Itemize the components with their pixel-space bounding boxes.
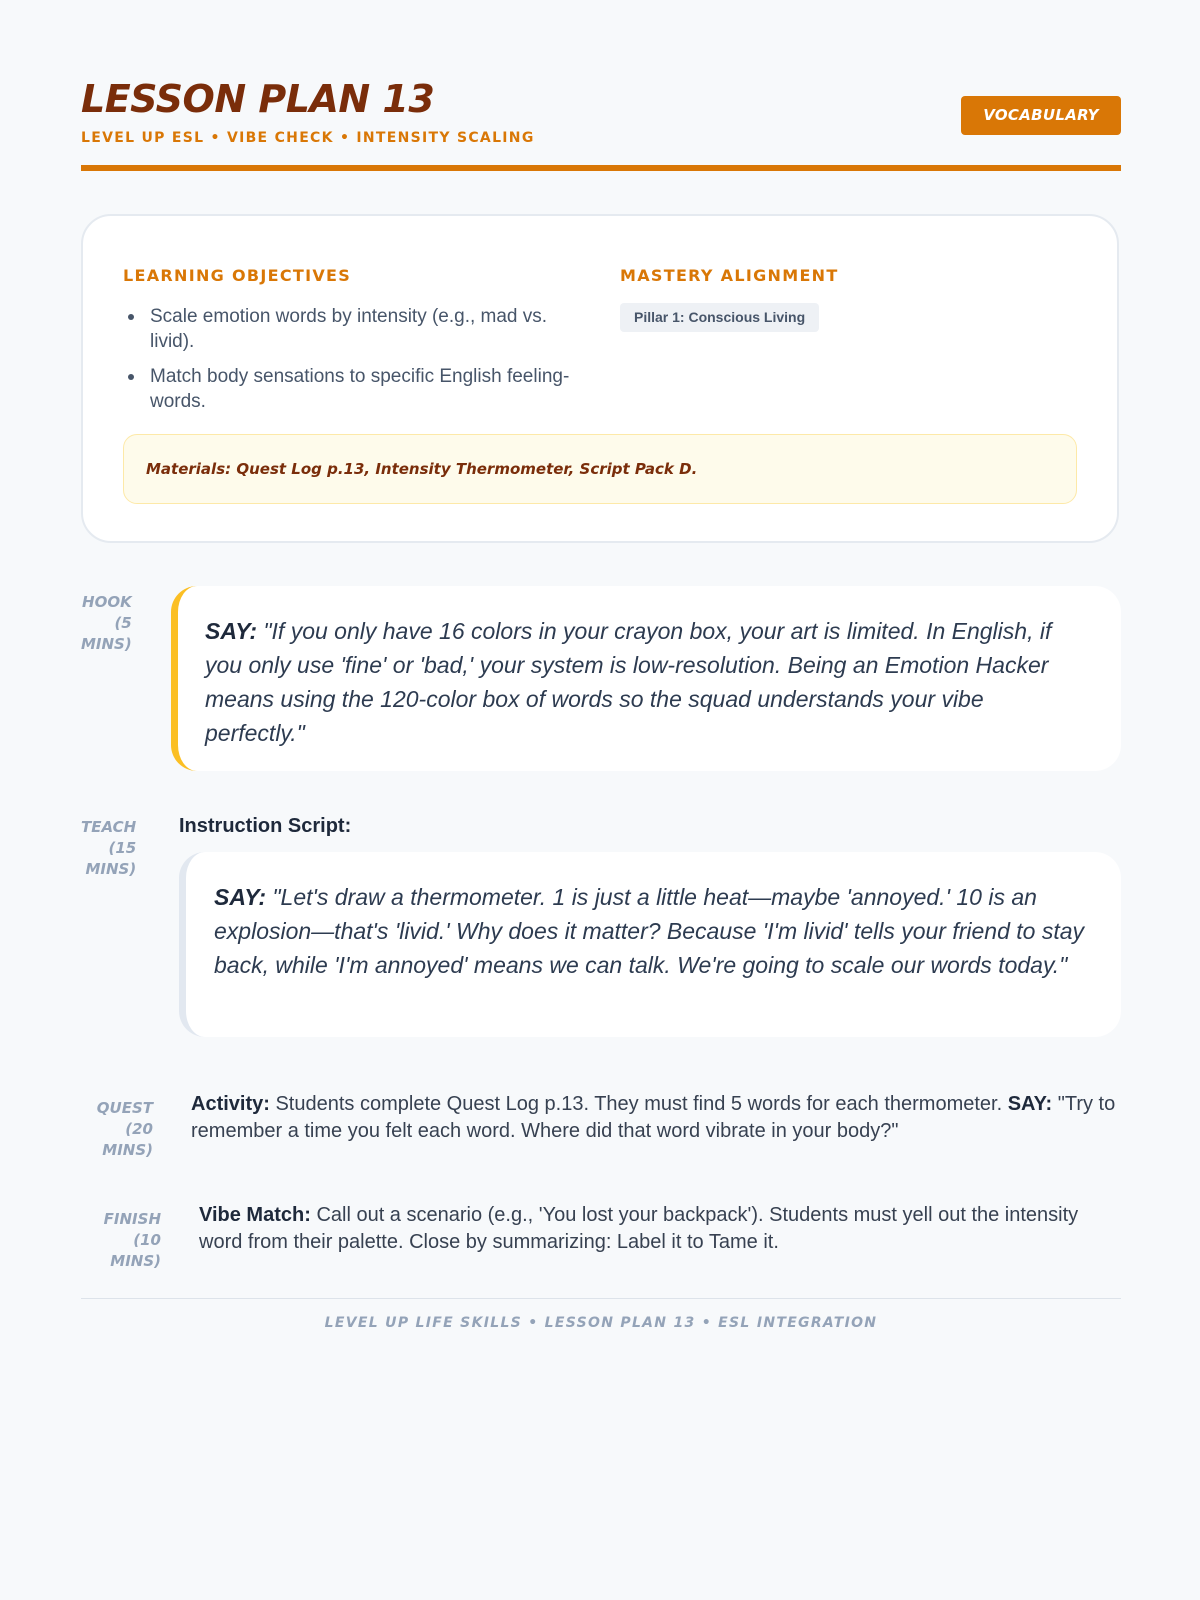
learning-objectives (123, 266, 583, 424)
teach-time-label (81, 817, 136, 880)
hook-time-label (81, 592, 132, 655)
objective-item: Scale emotion words by intensity (e.g., mad vs. livid). (150, 304, 583, 354)
mastery-heading: MASTERY ALIGNMENT (620, 266, 839, 285)
activity-label: Vibe Match: (199, 1204, 311, 1226)
quest-time-label (81, 1098, 153, 1161)
objectives-heading: LEARNING OBJECTIVES (123, 266, 352, 285)
time-label-line: MINS) (85, 860, 137, 878)
time-label-line: FINISH (103, 1210, 161, 1228)
page-subtitle: LEVEL UP ESL • VIBE CHECK • INTENSITY SCALING (81, 130, 535, 146)
time-label-line: (20 (125, 1120, 153, 1138)
time-label-line: HOOK (82, 593, 132, 611)
finish-text: Call out a scenario (e.g., 'You lost your backpack'). Students must yell out the intensity word from their palette. Close by summarizing: Label it to Tame it. (199, 1204, 1079, 1253)
activity-label: Activity: (191, 1093, 270, 1115)
lesson-header (81, 0, 1121, 172)
time-label-line: MINS) (102, 1141, 153, 1159)
time-label-line: (15 (108, 839, 137, 857)
mastery-alignment (620, 266, 1060, 332)
say-label: SAY: (205, 618, 257, 644)
activity-text: Students complete Quest Log p.13. They must find 5 words for each thermometer. (275, 1093, 1003, 1115)
time-label-line: (10 (133, 1231, 161, 1249)
header-divider (81, 165, 1121, 171)
instruction-script-title: Instruction Script: (179, 815, 352, 837)
footer-divider (81, 1298, 1121, 1299)
teach-script-box (179, 852, 1121, 1037)
footer-text: LEVEL UP LIFE SKILLS • LESSON PLAN 13 • ESL INTEGRATION (324, 1315, 878, 1331)
category-badge: VOCABULARY (961, 96, 1121, 135)
objectives-list (123, 304, 583, 414)
time-label-line: MINS) (110, 1252, 161, 1270)
say-label: SAY: (1007, 1093, 1053, 1115)
quest-activity (191, 1091, 1121, 1145)
finish-activity (199, 1202, 1099, 1256)
time-label-line: (5 (114, 614, 132, 632)
hook-script-box (171, 586, 1121, 771)
materials-note: Materials: Quest Log p.13, Intensity Thermometer, Script Pack D. (123, 434, 1077, 504)
time-label-line: MINS) (81, 635, 132, 653)
quest-say-text: "Try to remember a time you felt each word. Where did that word vibrate in your body?" (191, 1093, 1116, 1142)
pillar-tag: Pillar 1: Conscious Living (620, 303, 819, 332)
page-title: LESSON PLAN 13 (81, 77, 435, 121)
finish-time-label (81, 1209, 161, 1272)
teach-script-text: "Let's draw a thermometer. 1 is just a little heat—maybe 'annoyed.' 10 is an explosion—that's 'livid.' Why does it matter? Because 'I'm livid' tells your friend to stay back, while 'I'm annoyed' means we can talk. We're going to scale our words today." (214, 884, 1085, 978)
time-label-line: TEACH (81, 818, 137, 836)
hook-script-text: "If you only have 16 colors in your crayon box, your art is limited. In English, if you only use 'fine' or 'bad,' your system is low-resolution. Being an Emotion Hacker means using the 120-color box of words so the squad understands your vibe perfectly." (205, 618, 1052, 746)
lesson-page (81, 0, 1121, 1331)
say-label: SAY: (214, 884, 266, 910)
overview-card (81, 214, 1119, 543)
objective-item: Match body sensations to specific English feeling-words. (150, 364, 583, 414)
time-label-line: QUEST (96, 1099, 153, 1117)
